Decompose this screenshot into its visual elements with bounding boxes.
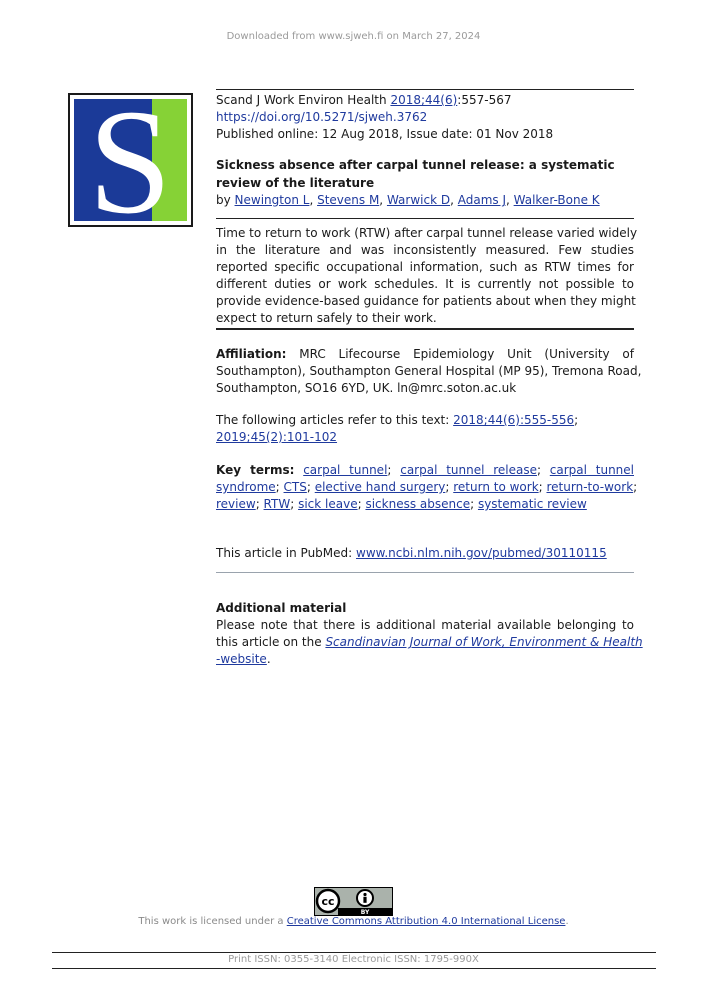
key-term-link[interactable]: carpal tunnel	[303, 463, 388, 477]
key-terms: Key terms: carpal tunnel; carpal tunnel release; carpal tunnel	[216, 463, 634, 477]
pubmed-rule	[216, 572, 634, 573]
author-link[interactable]: Adams J	[457, 193, 506, 207]
by-label: BY	[360, 909, 370, 916]
affiliation: Affiliation: MRC Lifecourse Epidemiology Unit (University of	[216, 347, 634, 361]
article-title-line-2: review of the literature	[216, 176, 375, 190]
key-terms-line-2: syndrome; CTS; elective hand surgery; return to work; return-to-work;	[216, 480, 638, 494]
license-note: This work is licensed under a Creative Commons Attribution 4.0 International License.	[138, 916, 569, 927]
key-term-link[interactable]: CTS	[283, 480, 307, 494]
journal-website-link[interactable]: Scandinavian Journal of Work, Environment & Health	[325, 635, 643, 649]
abstract-top-rule	[216, 218, 634, 219]
affiliation-line: Southampton), Southampton General Hospital (MP 95), Tremona Road,	[216, 364, 642, 378]
key-term-link[interactable]: carpal tunnel	[549, 463, 634, 477]
download-note: Downloaded from www.sjweh.fi on March 27, 2024	[226, 31, 481, 42]
additional-material-heading: Additional material	[216, 601, 347, 615]
citation: Scand J Work Environ Health 2018;44(6):557-567	[216, 93, 512, 107]
license-link[interactable]: Creative Commons Attribution 4.0 International License	[286, 916, 566, 927]
cc-icon-label: cc	[321, 895, 335, 908]
key-term-link[interactable]: return-to-work	[546, 480, 634, 494]
footer-rule-bottom	[52, 968, 656, 969]
cc-by-badge[interactable]	[314, 887, 393, 916]
journal-website-link-tail[interactable]: -website	[216, 652, 267, 666]
article-title-line-1: Sickness absence after carpal tunnel release: a systematic	[216, 158, 615, 172]
pubmed-link[interactable]: www.ncbi.nlm.nih.gov/pubmed/30110115	[356, 546, 607, 560]
authors: by Newington L, Stevens M, Warwick D, Adams J, Walker-Bone K	[216, 193, 600, 207]
additional-material-text: this article on the Scandinavian Journal of Work, Environment & Health	[216, 635, 643, 649]
abstract-bottom-rule	[216, 328, 634, 330]
author-link[interactable]: Walker-Bone K	[513, 193, 600, 207]
additional-material-text: Please note that there is additional material available belonging to	[216, 618, 634, 632]
abstract-line: expect to return safely to their work.	[216, 311, 437, 325]
journal-logo	[68, 93, 193, 227]
key-term-link[interactable]: review	[216, 497, 256, 511]
author-link[interactable]: Newington L	[234, 193, 310, 207]
abstract-line: provide evidence-based guidance for patients about when they might	[216, 294, 636, 308]
affiliation-label: Affiliation:	[216, 347, 287, 361]
referring-articles-line-2	[216, 429, 634, 446]
key-term-link[interactable]: systematic review	[477, 497, 587, 511]
issue-link[interactable]: 2018;44(6)	[390, 93, 458, 107]
issn-note: Print ISSN: 0355-3140 Electronic ISSN: 1795-990X	[228, 954, 479, 965]
author-link[interactable]: Warwick D	[386, 193, 451, 207]
key-term-link[interactable]: carpal tunnel release	[400, 463, 537, 477]
header-rule	[216, 89, 634, 90]
key-term-link[interactable]: RTW	[263, 497, 291, 511]
author-link[interactable]: Stevens M	[317, 193, 380, 207]
abstract-line: reported specific occupational information, such as RTW times for	[216, 260, 634, 274]
abstract-line: in the literature and was inconsistently measured. Few studies	[216, 243, 634, 257]
footer-rule-top	[52, 952, 656, 953]
key-term-link[interactable]: sick leave	[298, 497, 358, 511]
key-term-link[interactable]: sickness absence	[365, 497, 471, 511]
key-terms-line-3: review; RTW; sick leave; sickness absence; systematic review	[216, 497, 587, 511]
additional-material-text: -website.	[216, 652, 271, 666]
key-terms-label: Key terms:	[216, 463, 295, 477]
referring-articles: The following articles refer to this text: 2018;44(6):555-556;	[216, 413, 579, 427]
doi-line	[216, 109, 634, 126]
referring-article-link[interactable]: 2018;44(6):555-556	[453, 413, 575, 427]
doi-link[interactable]: https://doi.org/10.5271/sjweh.3762	[216, 110, 428, 124]
referring-article-link[interactable]: 2019;45(2):101-102	[216, 430, 338, 444]
published-dates: Published online: 12 Aug 2018, Issue date: 01 Nov 2018	[216, 127, 554, 141]
abstract-line: different duties or work schedules. It is currently not possible to	[216, 277, 634, 291]
abstract-line: Time to return to work (RTW) after carpal tunnel release varied widely	[216, 226, 638, 240]
logo-letter: S	[88, 93, 172, 227]
key-term-link[interactable]: elective hand surgery	[314, 480, 446, 494]
key-term-link[interactable]: return to work	[453, 480, 539, 494]
key-term-link[interactable]: syndrome	[216, 480, 276, 494]
attribution-icon-head	[363, 893, 366, 896]
attribution-icon-body	[363, 897, 366, 903]
pubmed-reference: This article in PubMed: www.ncbi.nlm.nih.gov/pubmed/30110115	[216, 546, 607, 560]
affiliation-line: Southampton, SO16 6YD, UK. ln@mrc.soton.ac.uk	[216, 381, 517, 395]
